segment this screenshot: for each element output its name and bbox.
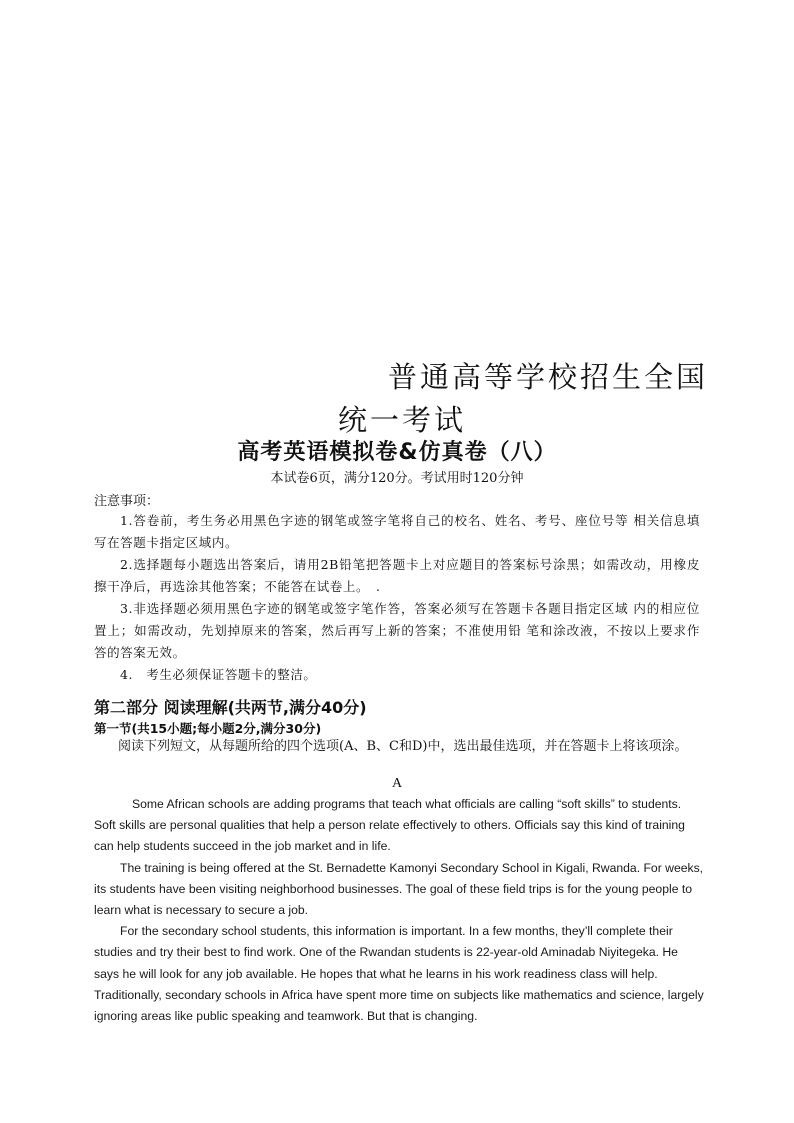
exam-title-line2: 统一考试 xyxy=(338,403,467,437)
exam-subtitle: 本试卷6页，满分120分。考试用时120分钟 xyxy=(270,471,524,486)
notice-item-2: 2.选择题每小题选出答案后，请用2B铅笔把答题卡上对应题目的答案标号涂黑；如需改动，用橡皮擦干净后，再选涂其他答案；不能答在试卷上。 . xyxy=(94,557,700,594)
passage-paragraph-3: For the secondary school students, this information is important. In a few months, they’ll complete their studies and try their best to find work. One of the Rwandan students is 22-year-old Aminadab Niyitegeka. He says he will look for any job available. He hopes that what he learns in his work readiness class will help. Traditionally, secondary schools in Africa have spent more time on subjects like mathematics and science, largely ignoring areas like public speaking and teamwork. But that is changing. xyxy=(94,924,704,1024)
exam-title-main: 高考英语模拟卷&仿真卷（八） xyxy=(237,440,557,465)
passage-letter: A xyxy=(391,776,403,791)
notice-item-3: 3.非选择题必须用黑色字迹的钢笔或签字笔作答，答案必须写在答题卡各题目指定区域 内的相应位置上；如需改动，先划掉原来的答案，然后再写上新的答案；不准使用铅 笔和涂改液，不按以上要求作答的答案无效。 xyxy=(94,601,700,660)
notice-item-1: 1.答卷前，考生务必用黑色字迹的钢笔或签字笔将自己的校名、姓名、考号、座位号等 相关信息填写在答题卡指定区域内。 xyxy=(94,513,700,550)
part-heading: 第二部分 阅读理解(共两节,满分40分) xyxy=(94,698,367,717)
section-heading: 第一节(共15小题;每小题2分,满分30分) xyxy=(94,721,322,736)
passage-paragraph-2: The training is being offered at the St. Bernadette Kamonyi Secondary School in Kigali, Rwanda. For weeks, its students have been visiting neighborhood businesses. The goal of these field trips is for the young people to learn what is necessary to secure a job. xyxy=(94,860,704,918)
notice-heading: 注意事项： xyxy=(94,494,160,509)
notice-item-4: 4. 考生必须保证答题卡的整洁。 xyxy=(120,667,317,682)
reading-instruction xyxy=(94,736,706,757)
passage-paragraph-1: Some African schools are adding programs that teach what officials are calling “soft skills” to students. Soft skills are personal qualities that help a person relate effectively to others. Officials say this kind of training can help students succeed in the job market and in life. xyxy=(94,797,685,854)
notice-list xyxy=(94,510,700,686)
exam-title-line1: 普通高等学校招生全国 xyxy=(388,360,709,394)
passage-body xyxy=(94,794,706,1027)
instruction-text: 阅读下列短文，从每题所给的四个选项(A、B、C和D)中，选出最佳选项，并在答题卡上将该项涂。 xyxy=(118,739,688,754)
